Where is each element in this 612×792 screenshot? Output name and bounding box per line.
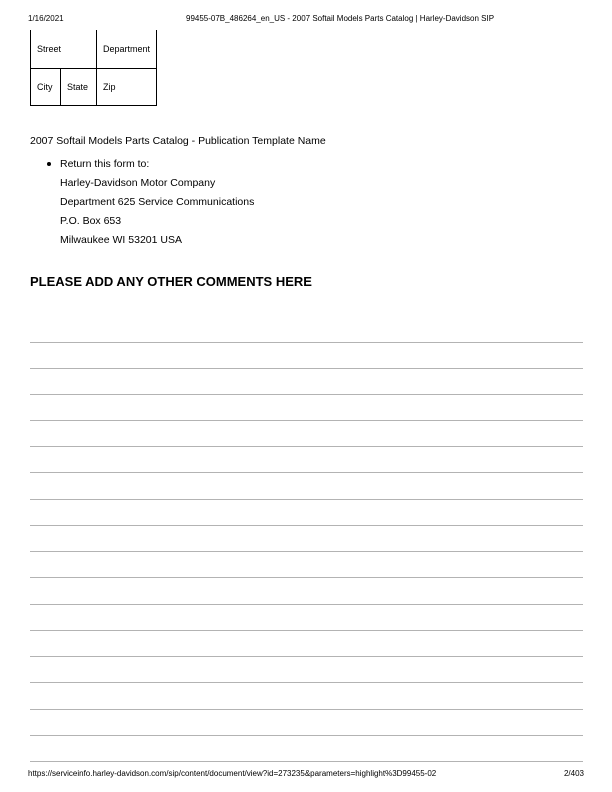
state-cell: State <box>61 69 97 106</box>
page-number: 2/403 <box>563 769 584 778</box>
comments-heading: PLEASE ADD ANY OTHER COMMENTS HERE <box>30 274 312 289</box>
comment-line <box>30 342 583 343</box>
comment-line <box>30 525 583 526</box>
comment-line <box>30 499 583 500</box>
street-cell: Street <box>31 30 97 69</box>
comment-line <box>30 551 583 552</box>
mailing-address-line: P.O. Box 653 <box>60 215 122 227</box>
comment-line <box>30 472 583 473</box>
return-form-label: Return this form to: <box>60 158 150 170</box>
publication-template-name: 2007 Softail Models Parts Catalog - Publication Template Name <box>30 135 326 147</box>
comment-line <box>30 446 583 447</box>
header-date: 1/16/2021 <box>28 14 64 23</box>
comment-line <box>30 630 583 631</box>
comment-line <box>30 604 583 605</box>
comment-line <box>30 761 583 762</box>
comment-line <box>30 394 583 395</box>
mailing-address-line: Harley-Davidson Motor Company <box>60 177 216 189</box>
footer-url: https://serviceinfo.harley-davidson.com/sip/content/document/view?id=273235&parameters=highlight%3D99455-02 <box>28 769 437 778</box>
city-cell: City <box>31 69 61 106</box>
address-table <box>30 30 157 106</box>
return-form-item <box>49 158 149 170</box>
header-title: 99455-07B_486264_en_US - 2007 Softail Models Parts Catalog | Harley-Davidson SIP <box>186 14 495 23</box>
comment-line <box>30 682 583 683</box>
mailing-address-line: Milwaukee WI 53201 USA <box>60 234 182 246</box>
department-cell: Department <box>97 30 157 69</box>
comment-line <box>30 368 583 369</box>
comment-line <box>30 577 583 578</box>
bullet-icon <box>47 162 51 166</box>
comment-line <box>30 420 583 421</box>
comment-line <box>30 656 583 657</box>
comment-line <box>30 709 583 710</box>
zip-cell: Zip <box>97 69 157 106</box>
mailing-address-line: Department 625 Service Communications <box>60 196 255 208</box>
comment-line <box>30 735 583 736</box>
